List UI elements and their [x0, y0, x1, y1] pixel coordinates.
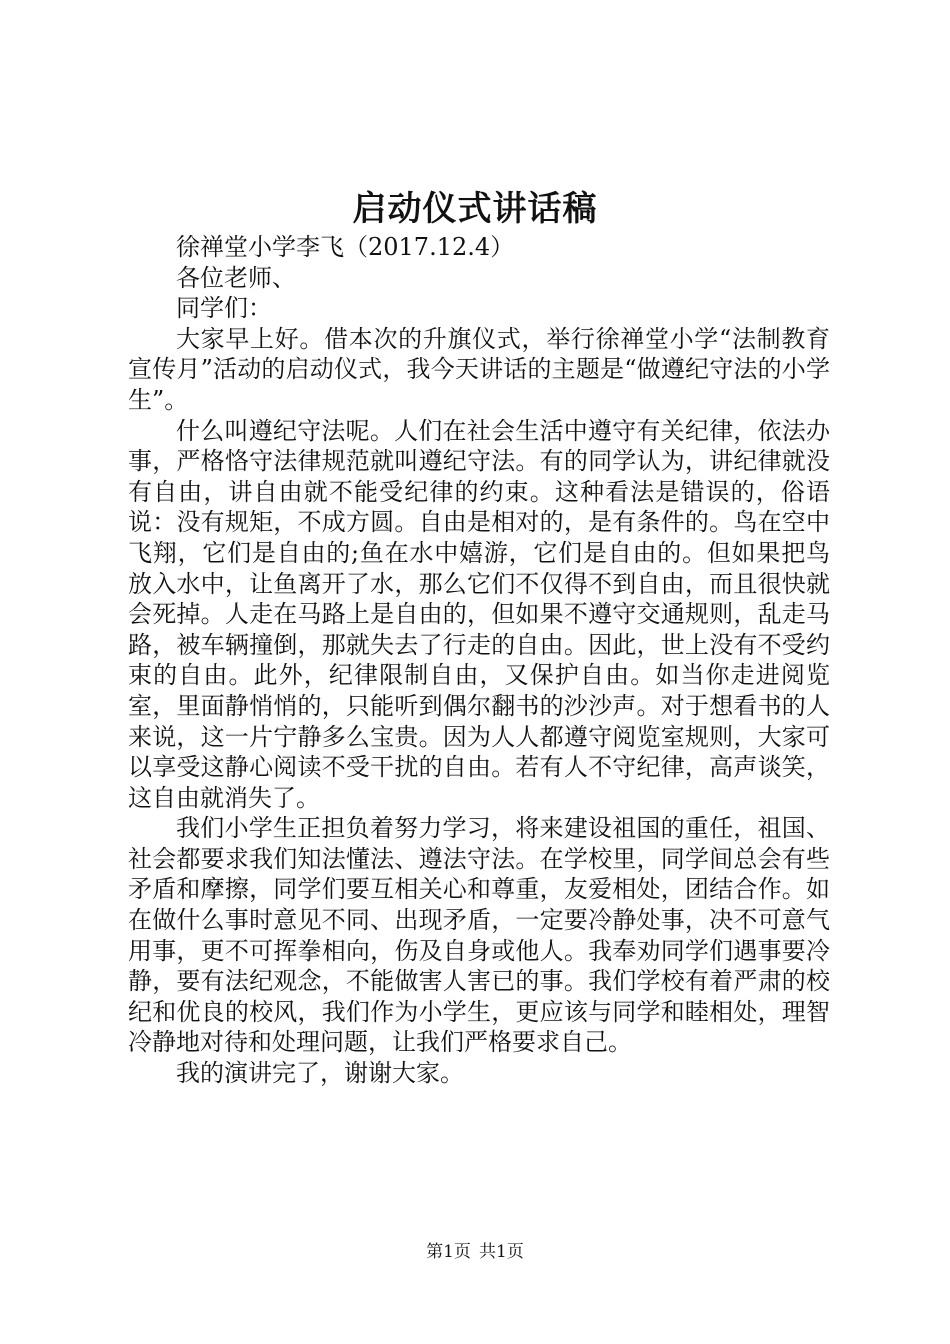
author-line: 徐禅堂小学李飞（2017.12.4） — [176, 233, 515, 261]
salutation-teachers: 各位老师、 — [176, 263, 296, 292]
paragraph-discipline-freedom: 什么叫遵纪守法呢。人们在社会生活中遵守有关纪律，依法办事，严格恪守法律规范就叫遵纪守法。有的同学认为，讲纪律就没有自由，讲自由就不能受纪律的约束。这种看法是错误的，俗语说：没有规矩，不成方圆。自由是相对的，是有条件的。鸟在空中飞翔，它们是自由的;鱼在水中嬉游，它们是自由的。但如果把鸟放入水中，让鱼离开了水，那么它们不仅得不到自由，而且很快就会死掉。人走在马路上是自由的，但如果不遵守交通规则，乱走马路，被车辆撞倒，那就失去了行走的自由。因此，世上没有不受约束的自由。此外，纪律限制自由，又保护自由。如当你走进阅览室，里面静悄悄的，只能听到偶尔翻书的沙沙声。对于想看书的人来说，这一片宁静多么宝贵。因为人人都遵守阅览室规则，大家可以享受这静心阅读不受干扰的自由。若有人不守纪律，高声谈笑，这自由就消失了。 — [128, 416, 830, 812]
page-number: 第1页 — [426, 1242, 471, 1262]
document-title: 启动仪式讲话稿 — [352, 189, 598, 229]
salutation-students: 同学们： — [176, 294, 272, 323]
page-footer — [0, 1240, 950, 1264]
document-body — [128, 232, 830, 1089]
paragraph-closing: 我的演讲完了，谢谢大家。 — [176, 1059, 464, 1088]
paragraph-students-responsibility: 我们小学生正担负着努力学习，将来建设祖国的重任，祖国、社会都要求我们知法懂法、遵法守法。在学校里，同学间总会有些矛盾和摩擦，同学们要互相关心和尊重，友爱相处，团结合作。如在做什么事时意见不同、出现矛盾，一定要冷静处事，决不可意气用事，更不可挥拳相向，伤及自身或他人。我奉劝同学们遇事要冷静，要有法纪观念，不能做害人害已的事。我们学校有着严肃的校纪和优良的校风，我们作为小学生，更应该与同学和睦相处，理智冷静地对待和处理问题，让我们严格要求自己。 — [128, 814, 830, 1057]
paragraph-opening: 大家早上好。借本次的升旗仪式，举行徐禅堂小学“法制教育宣传月”活动的启动仪式，我今天讲话的主题是“做遵纪守法的小学生”。 — [128, 324, 830, 414]
page-total: 共1页 — [479, 1242, 524, 1262]
